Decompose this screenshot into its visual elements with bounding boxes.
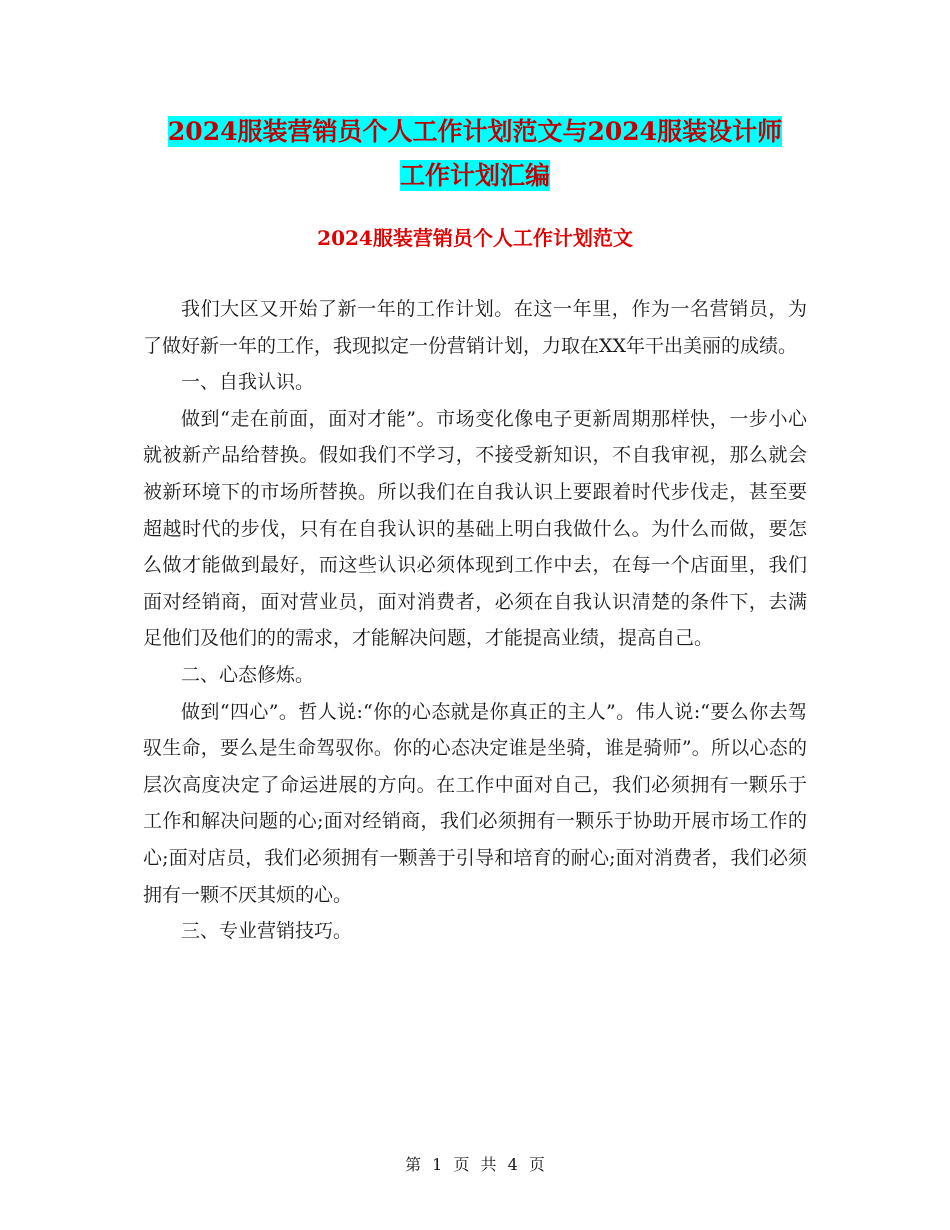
heading-self-awareness: 一、自我认识。: [181, 371, 315, 394]
paragraph-self-awareness: 做到“走在前面，面对才能”。市场变化像电子更新周期那样快，一步小心就被新产品给替换。假如我们不学习，不接受新知识，不自我审视，那么就会被新环境下的市场所替换。所以我们在自我认识上要跟着时代步伐走，甚至要超越时代的步伐，只有在自我认识的基础上明白我做什么。为什么而做，要怎么做才能做到最好，而这些认识必须体现到工作中去，在每一个店面里，我们面对经销商，面对营业员，面对消费者，必须在自我认识清楚的条件下，去满足他们及他们的的需求，才能解决问题，才能提高业绩，提高自己。: [143, 407, 807, 650]
paragraph-mindset: 做到“四心”。哲人说:“你的心态就是你真正的主人”。伟人说:“要么你去驾驭生命，要么是生命驾驭你。你的心态决定谁是坐骑，谁是骑师”。所以心态的层次高度决定了命运进展的方向。在工作中面对自己，我们必须拥有一颗乐于工作和解决问题的心;面对经销商，我们必须拥有一颗乐于协助开展市场工作的心;面对店员，我们必须拥有一颗善于引导和培育的耐心;面对消费者，我们必须拥有一颗不厌其烦的心。: [143, 700, 807, 906]
document-title-line-2: 工作计划汇编: [399, 161, 550, 190]
document-body: [143, 291, 807, 950]
page-footer: 第 1 页 共 4 页: [405, 1155, 545, 1174]
paragraph-intro: 我们大区又开始了新一年的工作计划。在这一年里，作为一名营销员，为了做好新一年的工作，我现拟定一份营销计划，力取在XX年干出美丽的成绩。: [143, 298, 807, 357]
heading-sales-skills: 三、专业营销技巧。: [181, 920, 353, 943]
section-title: 2024服装营销员个人工作计划范文: [317, 226, 633, 250]
heading-mindset: 二、心态修炼。: [181, 663, 315, 686]
document-title-line-1: 2024服装营销员个人工作计划范文与2024服装设计师: [167, 117, 783, 146]
